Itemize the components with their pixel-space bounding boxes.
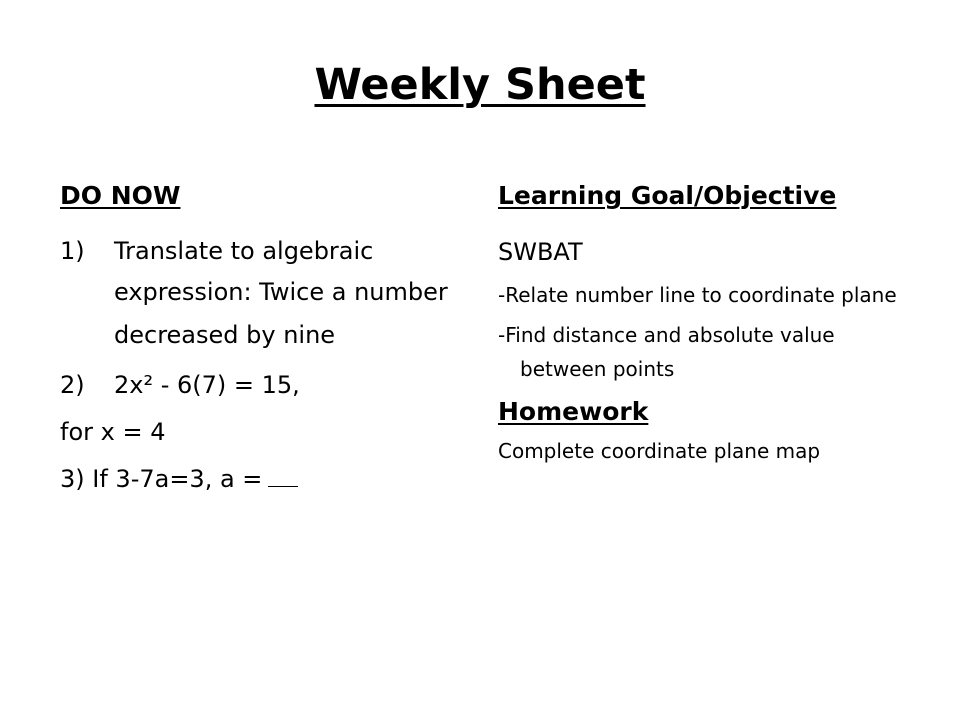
homework-text: Complete coordinate plane map [498, 439, 821, 463]
objective-item-2: -Find distance and absolute value between points [498, 323, 835, 381]
do-now-column [60, 178, 460, 499]
item-text-rest: expression: Twice a number decreased by nine [114, 278, 448, 349]
item-text [114, 231, 460, 357]
item-text-line1: Translate to algebraic [114, 237, 374, 265]
objective-item-1: -Relate number line to coordinate plane [498, 283, 897, 307]
objective-column [498, 178, 898, 468]
if-line [60, 459, 460, 499]
swbat-label: SWBAT [498, 238, 583, 266]
answer-blank [268, 466, 298, 487]
item-number: 1) [60, 237, 85, 265]
item-text: 2x² - 6(7) = 15, [114, 371, 300, 399]
page-title: Weekly Sheet [314, 60, 646, 110]
objective-heading: Learning Goal/Objective [498, 181, 837, 210]
do-now-heading: DO NOW [60, 181, 181, 210]
do-now-item-1 [60, 231, 460, 357]
homework-heading: Homework [498, 397, 649, 426]
item-number: 2) [60, 371, 85, 399]
if-line-text: 3) If 3-7a=3, a = [60, 465, 263, 493]
for-line: for x = 4 [60, 418, 166, 446]
do-now-item-2 [60, 365, 460, 405]
